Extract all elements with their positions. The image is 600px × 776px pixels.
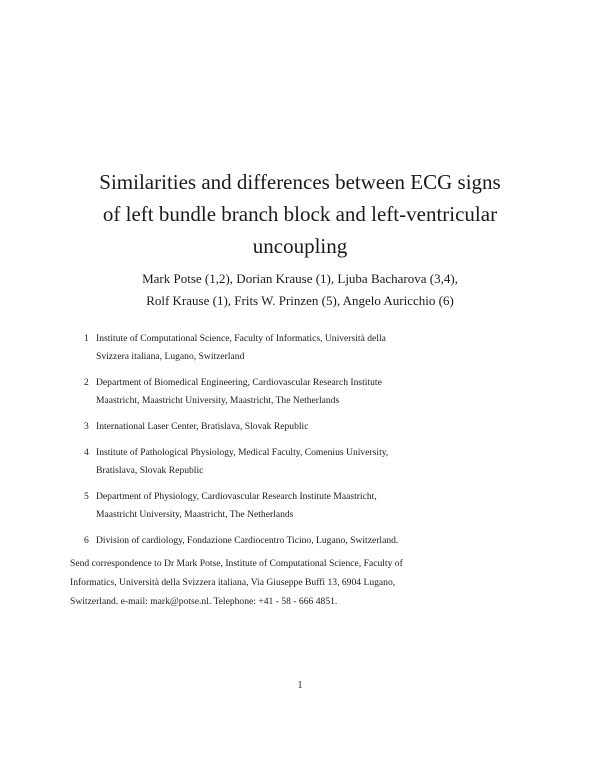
affiliation-number: 5 bbox=[84, 491, 89, 502]
title-line-2: of left bundle branch block and left-ventricular bbox=[102, 202, 498, 226]
affiliation-line: Department of Physiology, Cardiovascular Research Institute Maastricht, bbox=[96, 491, 377, 502]
correspondence-note bbox=[70, 554, 550, 611]
author-list bbox=[40, 268, 560, 312]
affiliation-line: International Laser Center, Bratislava, Slovak Republic bbox=[96, 421, 309, 432]
affiliation-item bbox=[84, 330, 544, 366]
correspondence-line-3: Switzerland. e-mail: mark@potse.nl. Telephone: +41 - 58 - 666 4851. bbox=[70, 596, 338, 607]
correspondence-line-2: Informatics, Università della Svizzera italiana, Via Giuseppe Buffi 13, 6904 Lugano, bbox=[70, 577, 396, 588]
authors-line-2: Rolf Krause (1), Frits W. Prinzen (5), Angelo Auricchio (6) bbox=[146, 293, 454, 308]
affiliation-line: Institute of Computational Science, Faculty of Informatics, Università della bbox=[96, 333, 386, 344]
affiliation-line: Institute of Pathological Physiology, Medical Faculty, Comenius University, bbox=[96, 447, 389, 458]
affiliation-line: Bratislava, Slovak Republic bbox=[96, 465, 204, 476]
affiliation-item bbox=[84, 418, 544, 436]
affiliation-line: Division of cardiology, Fondazione Cardiocentro Ticino, Lugano, Switzerland. bbox=[96, 535, 399, 546]
affiliation-list bbox=[84, 330, 544, 558]
affiliation-line: Svizzera italiana, Lugano, Switzerland bbox=[96, 351, 245, 362]
affiliation-item bbox=[84, 488, 544, 524]
affiliation-number: 4 bbox=[84, 447, 89, 458]
affiliation-item bbox=[84, 444, 544, 480]
affiliation-line: Department of Biomedical Engineering, Cardiovascular Research Institute bbox=[96, 377, 382, 388]
affiliation-item bbox=[84, 532, 544, 550]
affiliation-text bbox=[96, 330, 544, 366]
affiliation-number: 3 bbox=[84, 421, 89, 432]
paper-title bbox=[40, 166, 560, 262]
title-line-1: Similarities and differences between ECG signs bbox=[99, 170, 501, 194]
affiliation-text bbox=[96, 418, 544, 436]
affiliation-text bbox=[96, 444, 544, 480]
affiliation-text bbox=[96, 488, 544, 524]
affiliation-item bbox=[84, 374, 544, 410]
affiliation-line: Maastricht University, Maastricht, The Netherlands bbox=[96, 509, 294, 520]
title-line-3: uncoupling bbox=[252, 234, 348, 258]
affiliation-number: 6 bbox=[84, 535, 89, 546]
affiliation-number: 1 bbox=[84, 333, 89, 344]
authors-line-1: Mark Potse (1,2), Dorian Krause (1), Ljuba Bacharova (3,4), bbox=[142, 271, 458, 286]
correspondence-line-1: Send correspondence to Dr Mark Potse, Institute of Computational Science, Faculty of bbox=[70, 558, 403, 569]
affiliation-text bbox=[96, 374, 544, 410]
affiliation-number: 2 bbox=[84, 377, 89, 388]
page-number: 1 bbox=[297, 680, 303, 691]
affiliation-text bbox=[96, 532, 544, 550]
affiliation-line: Maastricht, Maastricht University, Maastricht, The Netherlands bbox=[96, 395, 340, 406]
